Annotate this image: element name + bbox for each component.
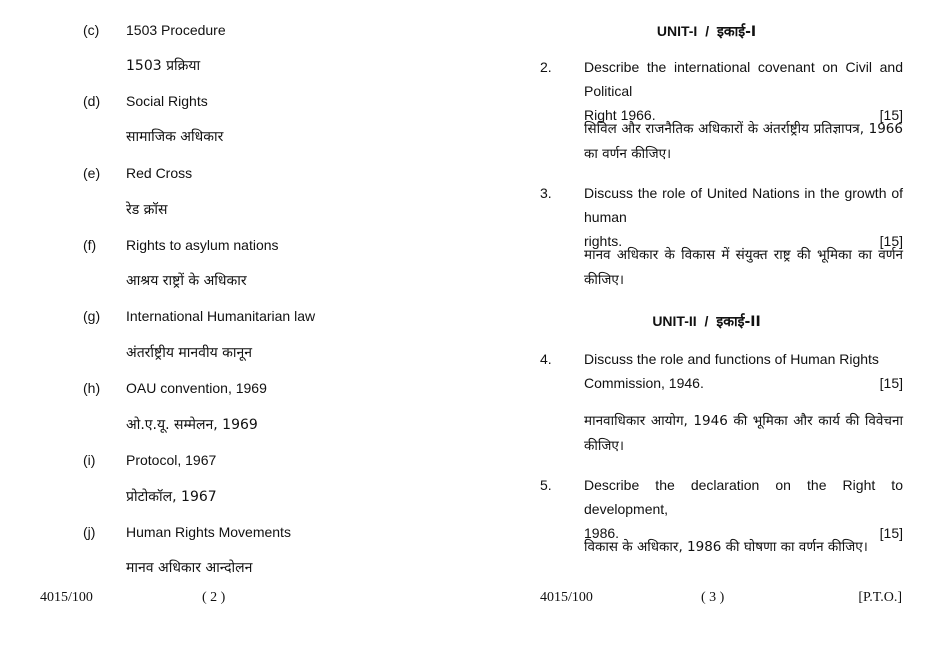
marks: [15] [879, 375, 903, 391]
unit-heading-hi: इकाई-I [716, 24, 757, 40]
item-english: OAU convention, 1969 [126, 380, 267, 396]
question-number: 5. [540, 477, 552, 493]
marks: [15] [879, 107, 903, 123]
page-number: ( 3 ) [701, 590, 725, 605]
question-hindi: विकास के अधिकार, 1986 की घोषणा का वर्णन कीजिए। [584, 539, 868, 555]
unit-heading-en: UNIT-I [656, 23, 698, 39]
question-line-text: Commission, 1946. [584, 375, 704, 391]
footer-code: 4015/100 [40, 590, 93, 605]
item-hindi: आश्रय राष्ट्रों के अधिकार [126, 273, 247, 289]
item-hindi: अंतर्राष्ट्रीय मानवीय कानून [126, 345, 253, 361]
question-line [584, 371, 903, 395]
item-english: Rights to asylum nations [126, 237, 279, 253]
right-page [470, 0, 943, 648]
item-hindi: सामाजिक अधिकार [126, 129, 224, 145]
unit-heading [470, 312, 943, 331]
question-number: 4. [540, 351, 552, 367]
item-hindi: रेड क्रॉस [126, 202, 168, 218]
question-hindi: सिविल और राजनैतिक अधिकारों के अंतर्राष्ट्रीय प्रतिज्ञापत्र, 1966 का वर्णन कीजिए। [584, 121, 903, 162]
marks: [15] [879, 525, 903, 541]
question-line: Describe the declaration on the Right to development, [584, 477, 903, 517]
question-line: Discuss the role of United Nations in the growth of human [584, 185, 903, 225]
item-label: (f) [83, 237, 97, 253]
item-english: International Humanitarian law [126, 308, 316, 324]
question-line-text: 1986. [584, 525, 620, 541]
pto-label: [P.T.O.] [858, 590, 902, 605]
item-label: (i) [83, 452, 96, 468]
question-line: Discuss the role and functions of Human Rights [584, 351, 879, 367]
item-english: Human Rights Movements [126, 524, 291, 540]
item-label: (j) [83, 524, 96, 540]
page-number: ( 2 ) [202, 590, 226, 605]
item-label: (e) [83, 165, 101, 181]
item-label: (g) [83, 308, 101, 324]
marks: [15] [879, 233, 903, 249]
question-hindi: मानवाधिकार आयोग, 1946 की भूमिका और कार्य की विवेचना कीजिए। [584, 413, 903, 454]
item-label: (d) [83, 93, 101, 109]
item-english: Social Rights [126, 93, 208, 109]
item-english: 1503 Procedure [126, 22, 226, 38]
footer-code: 4015/100 [540, 590, 593, 605]
item-hindi: मानव अधिकार आन्दोलन [126, 560, 253, 576]
item-hindi: प्रोटोकॉल, 1967 [126, 489, 217, 505]
question-line-text: Right 1966. [584, 107, 656, 123]
item-english: Protocol, 1967 [126, 452, 217, 468]
question-number: 3. [540, 185, 552, 201]
unit-heading [470, 22, 943, 41]
question-hindi: मानव अधिकार के विकास में संयुक्त राष्ट्र की भूमिका का वर्णन कीजिए। [584, 247, 903, 288]
item-english: Red Cross [126, 165, 193, 181]
unit-heading-hi: इकाई-II [716, 314, 761, 330]
item-label: (c) [83, 22, 100, 38]
question-line: Describe the international covenant on Civil and Political [584, 59, 903, 99]
unit-heading-separator: / [704, 313, 709, 329]
item-hindi: ओ.ए.यू. सम्मेलन, 1969 [126, 417, 258, 433]
unit-heading-separator: / [705, 23, 710, 39]
item-hindi: 1503 प्रक्रिया [126, 58, 201, 74]
question-number: 2. [540, 59, 552, 75]
item-label: (h) [83, 380, 101, 396]
unit-heading-en: UNIT-II [652, 313, 697, 329]
question-text [584, 347, 903, 395]
left-page [0, 0, 470, 648]
question-line-text: rights. [584, 233, 623, 249]
